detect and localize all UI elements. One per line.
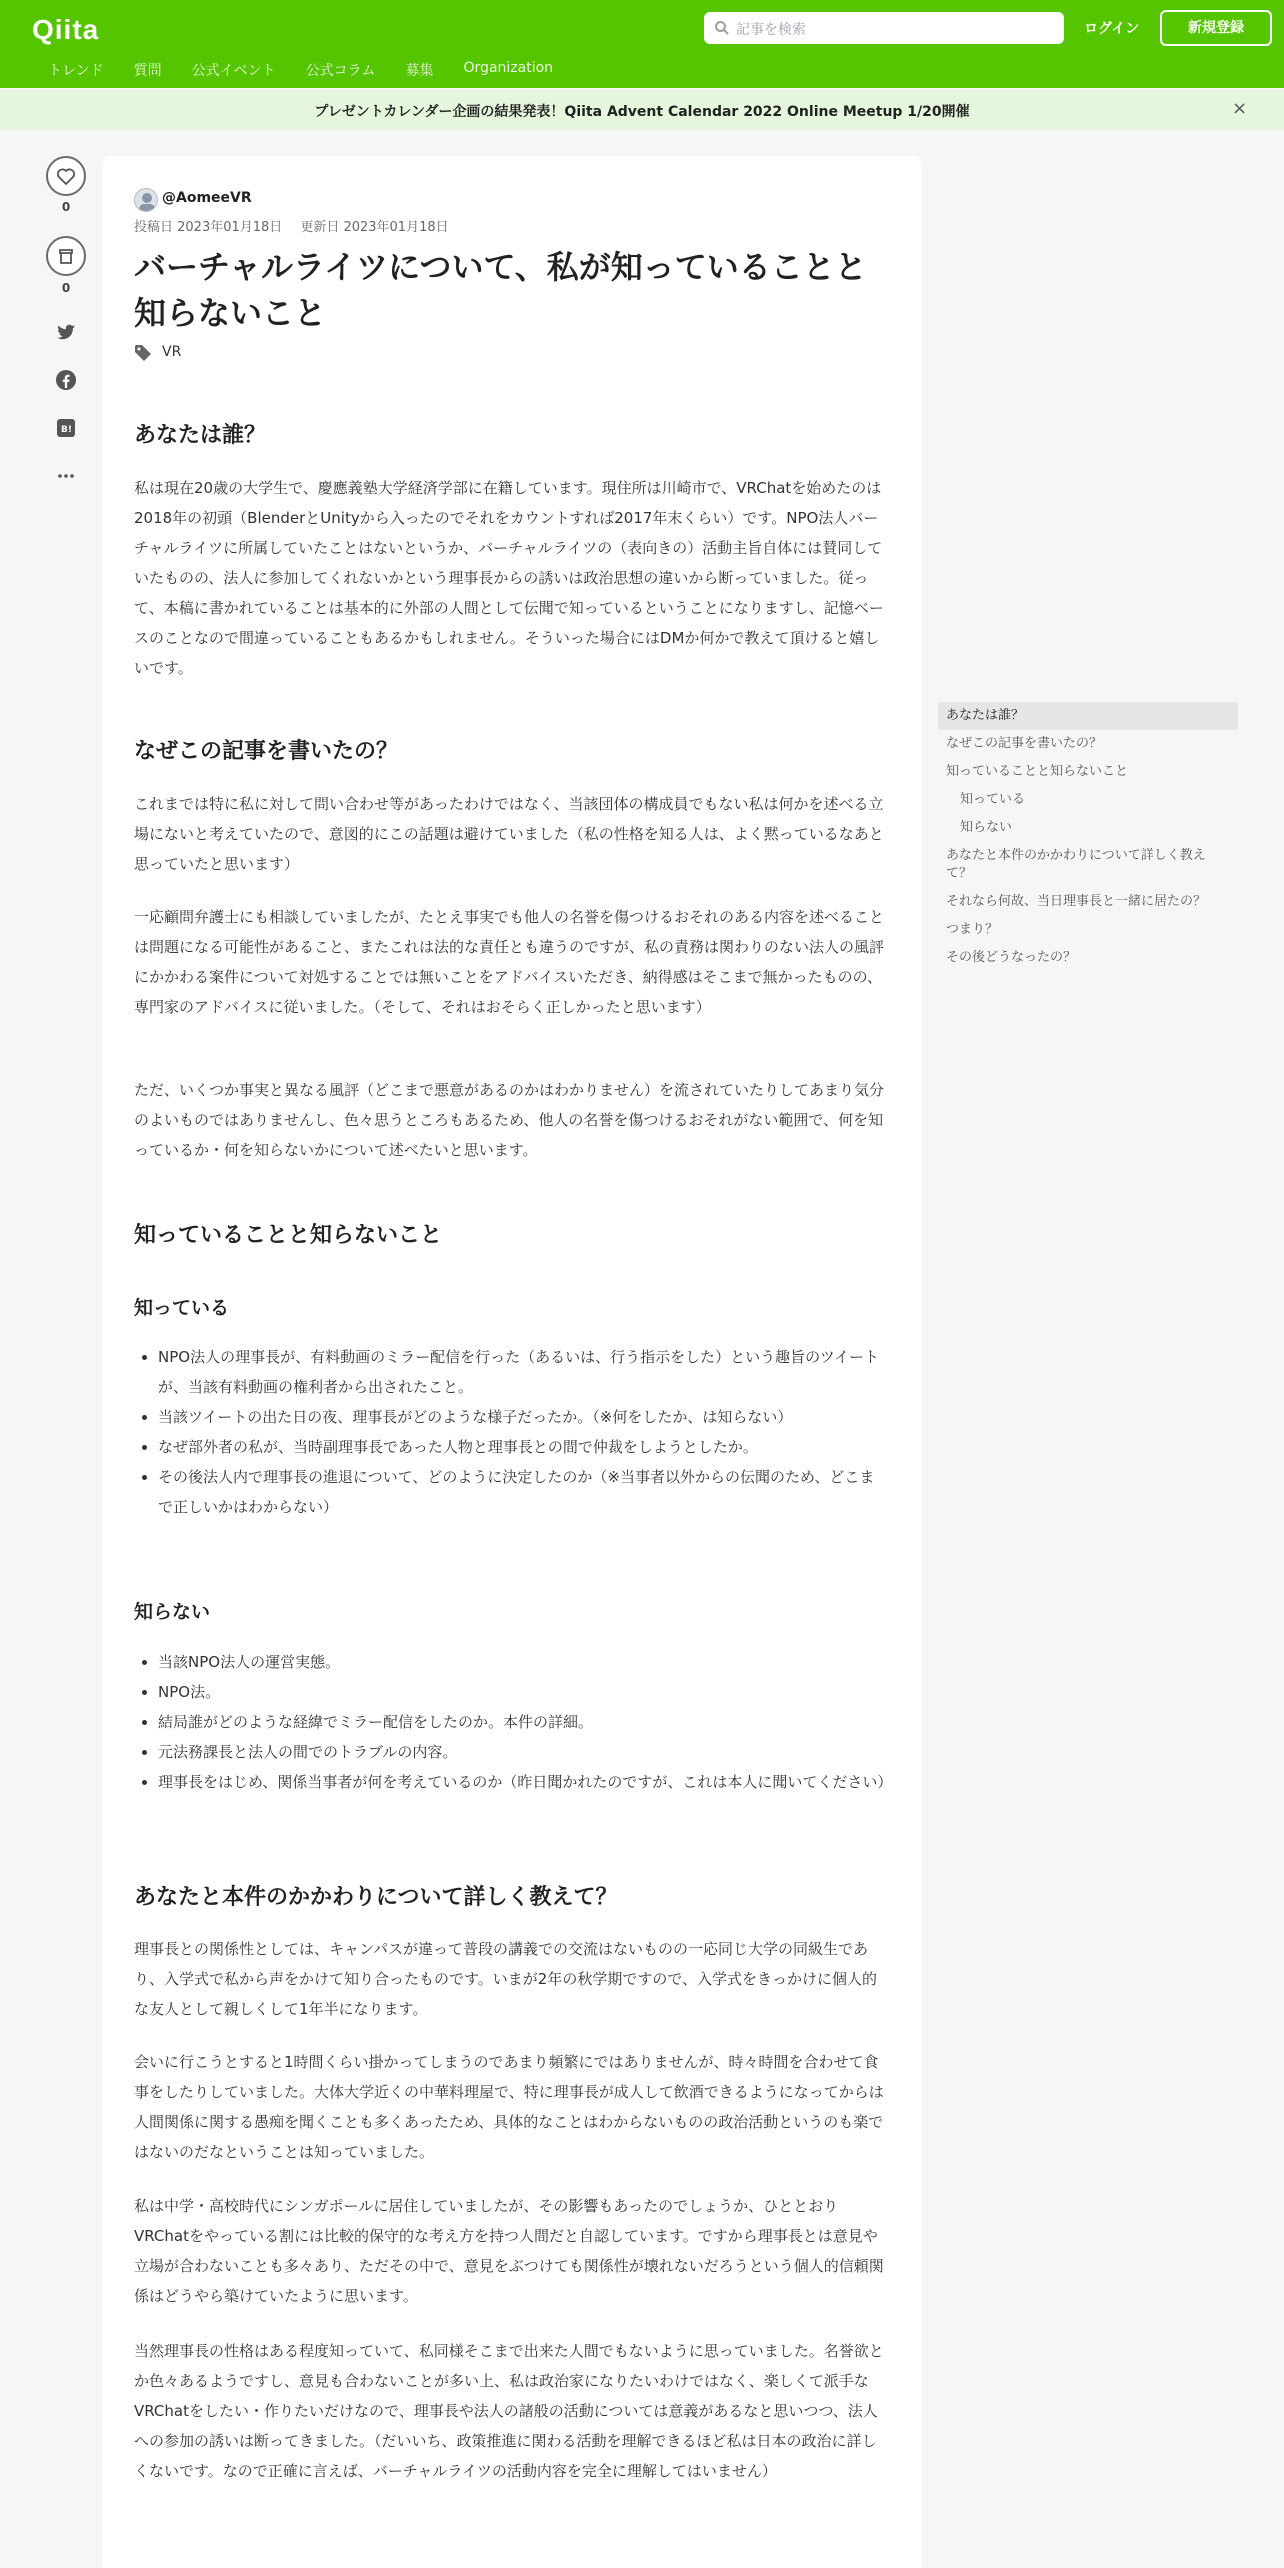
list-item: • 理事長をはじめ、関係当事者が何を考えているのか（昨日聞かれたのですが、これは本人に聞いてください） — [158, 1767, 888, 1797]
paragraph: 私は現在20歳の大学生で、慶應義塾大学経済学部に在籍しています。現住所は川崎市で、VRChatを始めたのは2018年の初頭（BlenderとUnityから入ったのでそれをカウントすれば2017年末くらい）です。NPO法人バーチャルライツに所属していたことはないというか、バーチャルライツの（表向きの）活動主旨自体には賛同していたものの、法人に参加してくれないかという理事長からの誘いは政治思想の違いから断っていました。従って、本稿に書かれていることは基本的に外部の人間として伝聞で知っているということになりますし、記憶ベースのことなので間違っていることもあるかもしれません。そういった場合にはDMか何かで教えて頂けると嬉しいです。 — [134, 479, 884, 677]
toc-item[interactable]: 知っている — [960, 792, 1026, 807]
list-item: • 当該ツイートの出た日の夜、理事長がどのような様子だったか。（※何をしたか、は知らない） — [158, 1402, 888, 1432]
nav-official-columns[interactable]: 公式コラム — [305, 63, 376, 79]
paragraph: 会いに行こうとすると1時間くらい掛かってしまうのであまり頻繁にではありませんが、時々時間を合わせて食事をしたりしていました。大体大学近くの中華料理屋で、特に理事長が成人して飲酒できるようになってからは人間関係に関する愚痴を聞くことも多くあったため、具体的なことはわからないものの政治活動というのも楽ではないのだなということは知っていました。 — [134, 2053, 884, 2161]
announcement-link[interactable]: プレゼントカレンダー企画の結果発表！Qiita Advent Calendar 2022 Online Meetup 1/20開催 — [314, 104, 970, 120]
nav-organization[interactable]: Organization — [463, 60, 554, 76]
search-icon — [714, 20, 730, 36]
heading-relation: あなたと本件のかかわりについて詳しく教えて？ — [134, 1885, 618, 1910]
heading-why: なぜこの記事を書いたの？ — [134, 739, 399, 764]
list-item: • なぜ部外者の私が、当時副理事長であった人物と理事長との間で仲裁をしようとしたか。 — [158, 1432, 888, 1462]
toc-item[interactable]: あなたと本件のかかわりについて詳しく教えて？ — [946, 848, 1206, 881]
close-icon[interactable]: × — [1232, 98, 1248, 119]
list-item: • NPO法。 — [158, 1677, 888, 1707]
toc-item[interactable]: 知らない — [960, 820, 1013, 835]
global-nav — [48, 60, 583, 80]
article-title: バーチャルライツについて、私が知っていることと知らないこと — [134, 248, 867, 332]
list-item: • 元法務課長と法人の間でのトラブルの内容。 — [158, 1737, 888, 1767]
search-input[interactable] — [704, 12, 1064, 44]
twitter-icon[interactable] — [54, 320, 78, 344]
paragraph: 一応顧問弁護士にも相談していましたが、たとえ事実でも他人の名誉を傷つけるおそれのある内容を述べることは問題になる可能性があること、またこれは法的な責任とも違うのですが、私の責務は関わりのない法人の風評にかかわる案件について対処することでは無いことをアドバイスいただき、納得感はそこまで無かったものの、専門家のアドバイスに従いました。（そして、それはおそらく正しかったと思います） — [134, 908, 885, 1016]
stock-button[interactable] — [46, 236, 86, 276]
article-dates — [134, 216, 467, 235]
hatena-bookmark-icon[interactable] — [54, 416, 78, 440]
paragraph: 私は中学・高校時代にシンガポールに居住していましたが、その影響もあったのでしょうか、ひととおりVRChatをやっている割には比較的保守的な考え方を持つ人間だと自認しています。ですから理事長とは意見や立場が合わないことも多々あり、ただその中で、意見をぶつけても関係性が壊れないだろうという個人的信頼関係はどうやら築けていたように思います。 — [134, 2197, 884, 2305]
announcement-banner — [0, 90, 1284, 130]
table-of-contents — [938, 702, 1238, 972]
toc-item[interactable]: あなたは誰？ — [938, 702, 1238, 730]
like-button[interactable] — [46, 156, 86, 196]
nav-recruiting[interactable]: 募集 — [405, 63, 434, 79]
nav-questions[interactable]: 質問 — [133, 63, 162, 79]
avatar[interactable] — [134, 188, 158, 212]
paragraph: これまでは特に私に対して問い合わせ等があったわけではなく、当該団体の構成員でもない私は何かを述べる立場にないと考えていたので、意図的にこの話題は避けていました（私の性格を知る人は、よく黙っているなあと思っていたと思います） — [134, 795, 884, 873]
tag-vr[interactable]: VR — [162, 344, 182, 360]
svg-text:B!: B! — [61, 425, 72, 435]
heading-known: 知っている — [134, 1297, 230, 1319]
paragraph: ただ、いくつか事実と異なる風評（どこまで悪意があるのかはわかりません）を流されていたりしてあまり気分のよいものではありませんし、色々思うところもあるため、他人の名誉を傷つけるおそれがない範囲で、何を知っているか・何を知らないかについて述べたいと思います。 — [134, 1081, 885, 1159]
like-count: 0 — [61, 200, 71, 214]
nav-trend[interactable]: トレンド — [48, 63, 104, 79]
list-item: • その後法人内で理事長の進退について、どのように決定したのか（※当事者以外からの伝聞のため、どこまで正しいかはわからない） — [158, 1462, 888, 1522]
stock-icon — [48, 238, 84, 274]
site-header — [0, 0, 1284, 88]
heading-know-and-unknown: 知っていることと知らないこと — [134, 1223, 443, 1248]
list-item: • NPO法人の理事長が、有料動画のミラー配信を行った（あるいは、行う指示をした）という趣旨のツイートが、当該有料動画の権利者から出されたこと。 — [158, 1342, 888, 1402]
toc-item[interactable]: その後どうなったの？ — [946, 950, 1077, 965]
facebook-icon[interactable] — [54, 368, 78, 392]
author-name[interactable]: @AomeeVR — [162, 190, 252, 206]
heading-unknown: 知らない — [134, 1601, 211, 1623]
toc-item[interactable]: 知っていることと知らないこと — [946, 764, 1129, 779]
nav-official-events[interactable]: 公式イベント — [191, 63, 276, 79]
toc-item[interactable]: なぜこの記事を書いたの？ — [946, 736, 1103, 751]
signup-button[interactable]: 新規登録 — [1160, 10, 1272, 46]
known-list — [158, 1342, 888, 1522]
list-item: • 結局誰がどのような経緯でミラー配信をしたのか。本件の詳細。 — [158, 1707, 888, 1737]
paragraph: 理事長との関係性としては、キャンパスが違って普段の講義での交流はないものの一応同じ大学の同級生であり、入学式で私から声をかけて知り合ったものです。いまが2年の秋学期ですので、入学式をきっかけに個人的な友人として親しくして1年半になります。 — [134, 1940, 878, 2018]
list-item: • 当該NPO法人の運営実態。 — [158, 1647, 888, 1677]
heading-who: あなたは誰？ — [134, 423, 267, 448]
unknown-list — [158, 1647, 893, 1797]
heart-icon — [48, 158, 84, 194]
tag-icon — [134, 344, 152, 362]
paragraph: 当然理事長の性格はある程度知っていて、私同様そこまで出来た人間でもないように思っていました。名誉欲とか色々あるようですし、意見も合わないことが多い上、私は政治家になりたいわけではなく、楽しくて派手なVRChatをしたい・作りたいだけなので、理事長や法人の諸般の活動については意義があるなと思いつつ、法人への参加の誘いは断ってきました。（だいいち、政策推進に関わる活動を理解できるほど私は日本の政治に詳しくないです。なので正確に言えば、バーチャルライツの活動内容を完全に理解してはいません） — [134, 2342, 884, 2480]
qiita-logo[interactable]: Qiita — [32, 14, 100, 45]
search-placeholder: 記事を検索 — [736, 22, 806, 38]
stock-count: 0 — [61, 281, 71, 295]
toc-item[interactable]: それなら何故、当日理事長と一緒に居たの？ — [946, 894, 1207, 909]
posted-date: 投稿日 2023年01月18日 — [134, 220, 283, 235]
toc-item[interactable]: つまり？ — [946, 922, 999, 937]
login-link[interactable]: ログイン — [1084, 21, 1140, 37]
updated-date: 更新日 2023年01月18日 — [300, 220, 449, 235]
more-icon[interactable] — [54, 464, 78, 488]
